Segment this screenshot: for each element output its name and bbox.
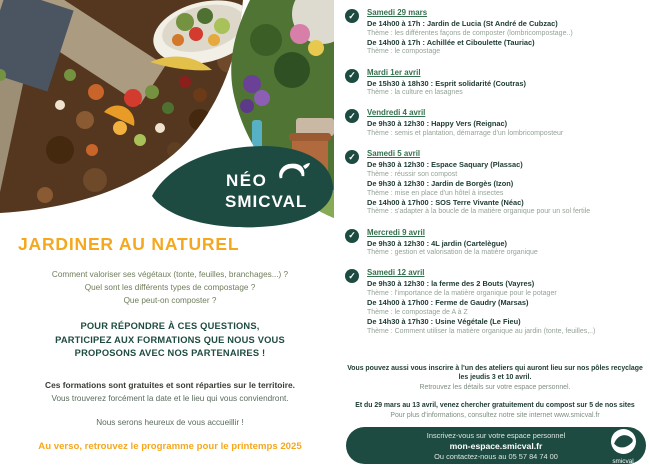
event-date: Vendredi 4 avril (367, 108, 426, 118)
note-compost (345, 401, 645, 420)
note-regular: Retrouvez les détails sur votre espace personnel. (419, 383, 571, 391)
purple-flowers (243, 75, 261, 93)
session-theme: Thème : Comment utiliser la matière organique au jardin (tonte, feuilles,..) (367, 327, 596, 335)
session-theme: Thème : les différentes façons de composter (lombricompostage..) (367, 29, 573, 37)
event-block (345, 149, 645, 216)
event-block (345, 68, 645, 98)
session-time: De 14h00 à 17h : Jardin de Lucia (St André de Cubzac) (367, 19, 558, 28)
session-time: De 9h30 à 12h30 : la ferme des 2 Bouts (Vayres) (367, 279, 535, 289)
session-time: De 15h30 à 18h30 : Esprit solidarité (Coutras) (367, 78, 526, 88)
intro-questions (0, 268, 340, 307)
photo-collage (0, 0, 340, 231)
intro-line: Quel sont les différents types de compostage ? (84, 283, 256, 292)
checkmark-icon: ✓ (345, 269, 359, 283)
event-block (345, 8, 645, 57)
session-time: De 14h00 à 17h00 : Ferme de Gaudry (Marsas) (367, 298, 529, 308)
footer-notes (345, 364, 645, 420)
logo-line2: SMICVAL (225, 192, 308, 211)
logo-line1: NÉO (226, 171, 268, 190)
session-theme: Thème : semis et plantation, démarrage d'un lombricomposteur (367, 129, 564, 137)
checkmark-icon: ✓ (345, 150, 359, 164)
session-time: De 14h00 à 17h00 : SOS Terre Vivante (Néac) (367, 197, 524, 207)
contact-url: mon-espace.smicval.fr (449, 440, 543, 451)
welcome-text: Nous serons heureux de vous accueillir ! (96, 417, 244, 427)
event-block (345, 108, 645, 138)
checkmark-icon: ✓ (345, 9, 359, 23)
session-time: De 14h00 à 17h : Achillée et Ciboulette (Tauriac) (367, 37, 535, 47)
session-theme: Thème : le compostage de A à Z (367, 308, 468, 316)
checkmark-icon: ✓ (345, 229, 359, 243)
session-theme: Thème : gestion et valorisation de la matière organique (367, 249, 538, 257)
note-regular: Pour plus d'informations, consultez notre site internet www.smicval.fr (390, 411, 600, 419)
smicval-logo-text: smicval (612, 458, 634, 465)
contact-phone: Ou contactez-nous au 05 57 84 74 00 (434, 451, 558, 461)
session-theme: Thème : la culture en lasagnes (367, 89, 463, 97)
event-date: Samedi 5 avril (367, 149, 421, 159)
smicval-swoosh-icon (611, 429, 636, 454)
strawberry (124, 89, 142, 107)
info-free-text: Ces formations sont gratuites et sont réparties sur le territoire. (45, 379, 295, 390)
session-theme: Thème : l'importance de la matière organique pour le potager (367, 289, 557, 297)
session-theme: Thème : réussir son compost (367, 170, 458, 178)
session-time: De 9h30 à 12h30 : Jardin de Borgès (Izon) (367, 178, 514, 188)
note-bold: Vous pouvez aussi vous inscrire à l'un des ateliers qui auront lieu sur nos pôles recyclage les jeudis 3 et 10 avril. (347, 364, 643, 381)
schedule-column (345, 8, 645, 429)
event-date: Samedi 12 avril (367, 268, 425, 278)
session-time: De 9h30 à 12h30 : 4L jardin (Cartelègue) (367, 238, 507, 248)
collage-graphic (0, 0, 340, 231)
smicval-logo (607, 429, 639, 465)
checkmark-icon: ✓ (345, 69, 359, 83)
session-theme: Thème : le compostage (367, 48, 441, 56)
cta-line: POUR RÉPONDRE À CES QUESTIONS, (80, 321, 260, 331)
session-theme: Thème : mise en place d'un hôtel à insectes (367, 189, 504, 197)
verso-note: Au verso, retrouvez le programme pour le printemps 2025 (38, 440, 302, 452)
session-time: De 14h30 à 17h30 : Usine Végétale (Le Fieu) (367, 316, 521, 326)
note-bold: Et du 29 mars au 13 avril, venez chercher gratuitement du compost sur 5 de nos sites (355, 401, 635, 409)
contact-banner (346, 427, 646, 464)
event-date: Mercredi 9 avril (367, 227, 425, 237)
neo-smicval-logo (152, 146, 333, 227)
event-date: Mardi 1er avril (367, 67, 421, 77)
event-block (345, 268, 645, 335)
note-workshops (345, 364, 645, 392)
session-time: De 9h30 à 12h30 : Happy Vers (Reignac) (367, 119, 508, 129)
session-theme: Thème : s'adapter à la boucle de la matière organique pour un sol fertile (367, 208, 591, 216)
cta-line: PROPOSONS AVEC NOS PARTENAIRES ! (74, 348, 266, 358)
checkmark-icon: ✓ (345, 109, 359, 123)
event-date: Samedi 29 mars (367, 8, 428, 17)
contact-line1: Inscrivez-vous sur votre espace personnel (426, 430, 566, 440)
intro-line: Comment valoriser ses végétaux (tonte, feuilles, branchages...) ? (51, 270, 289, 279)
intro-line: Que peut-on composter ? (123, 296, 217, 305)
info-location-text: Vous trouverez forcément la date et le lieu qui vous conviendront. (51, 393, 289, 403)
cta-text (0, 320, 340, 361)
page-title: JARDINER AU NATUREL (18, 234, 240, 254)
cta-line: PARTICIPEZ AUX FORMATIONS QUE NOUS VOUS (55, 334, 285, 345)
session-time: De 9h30 à 12h30 : Espace Saquary (Plassac) (367, 160, 523, 170)
event-block (345, 228, 645, 258)
